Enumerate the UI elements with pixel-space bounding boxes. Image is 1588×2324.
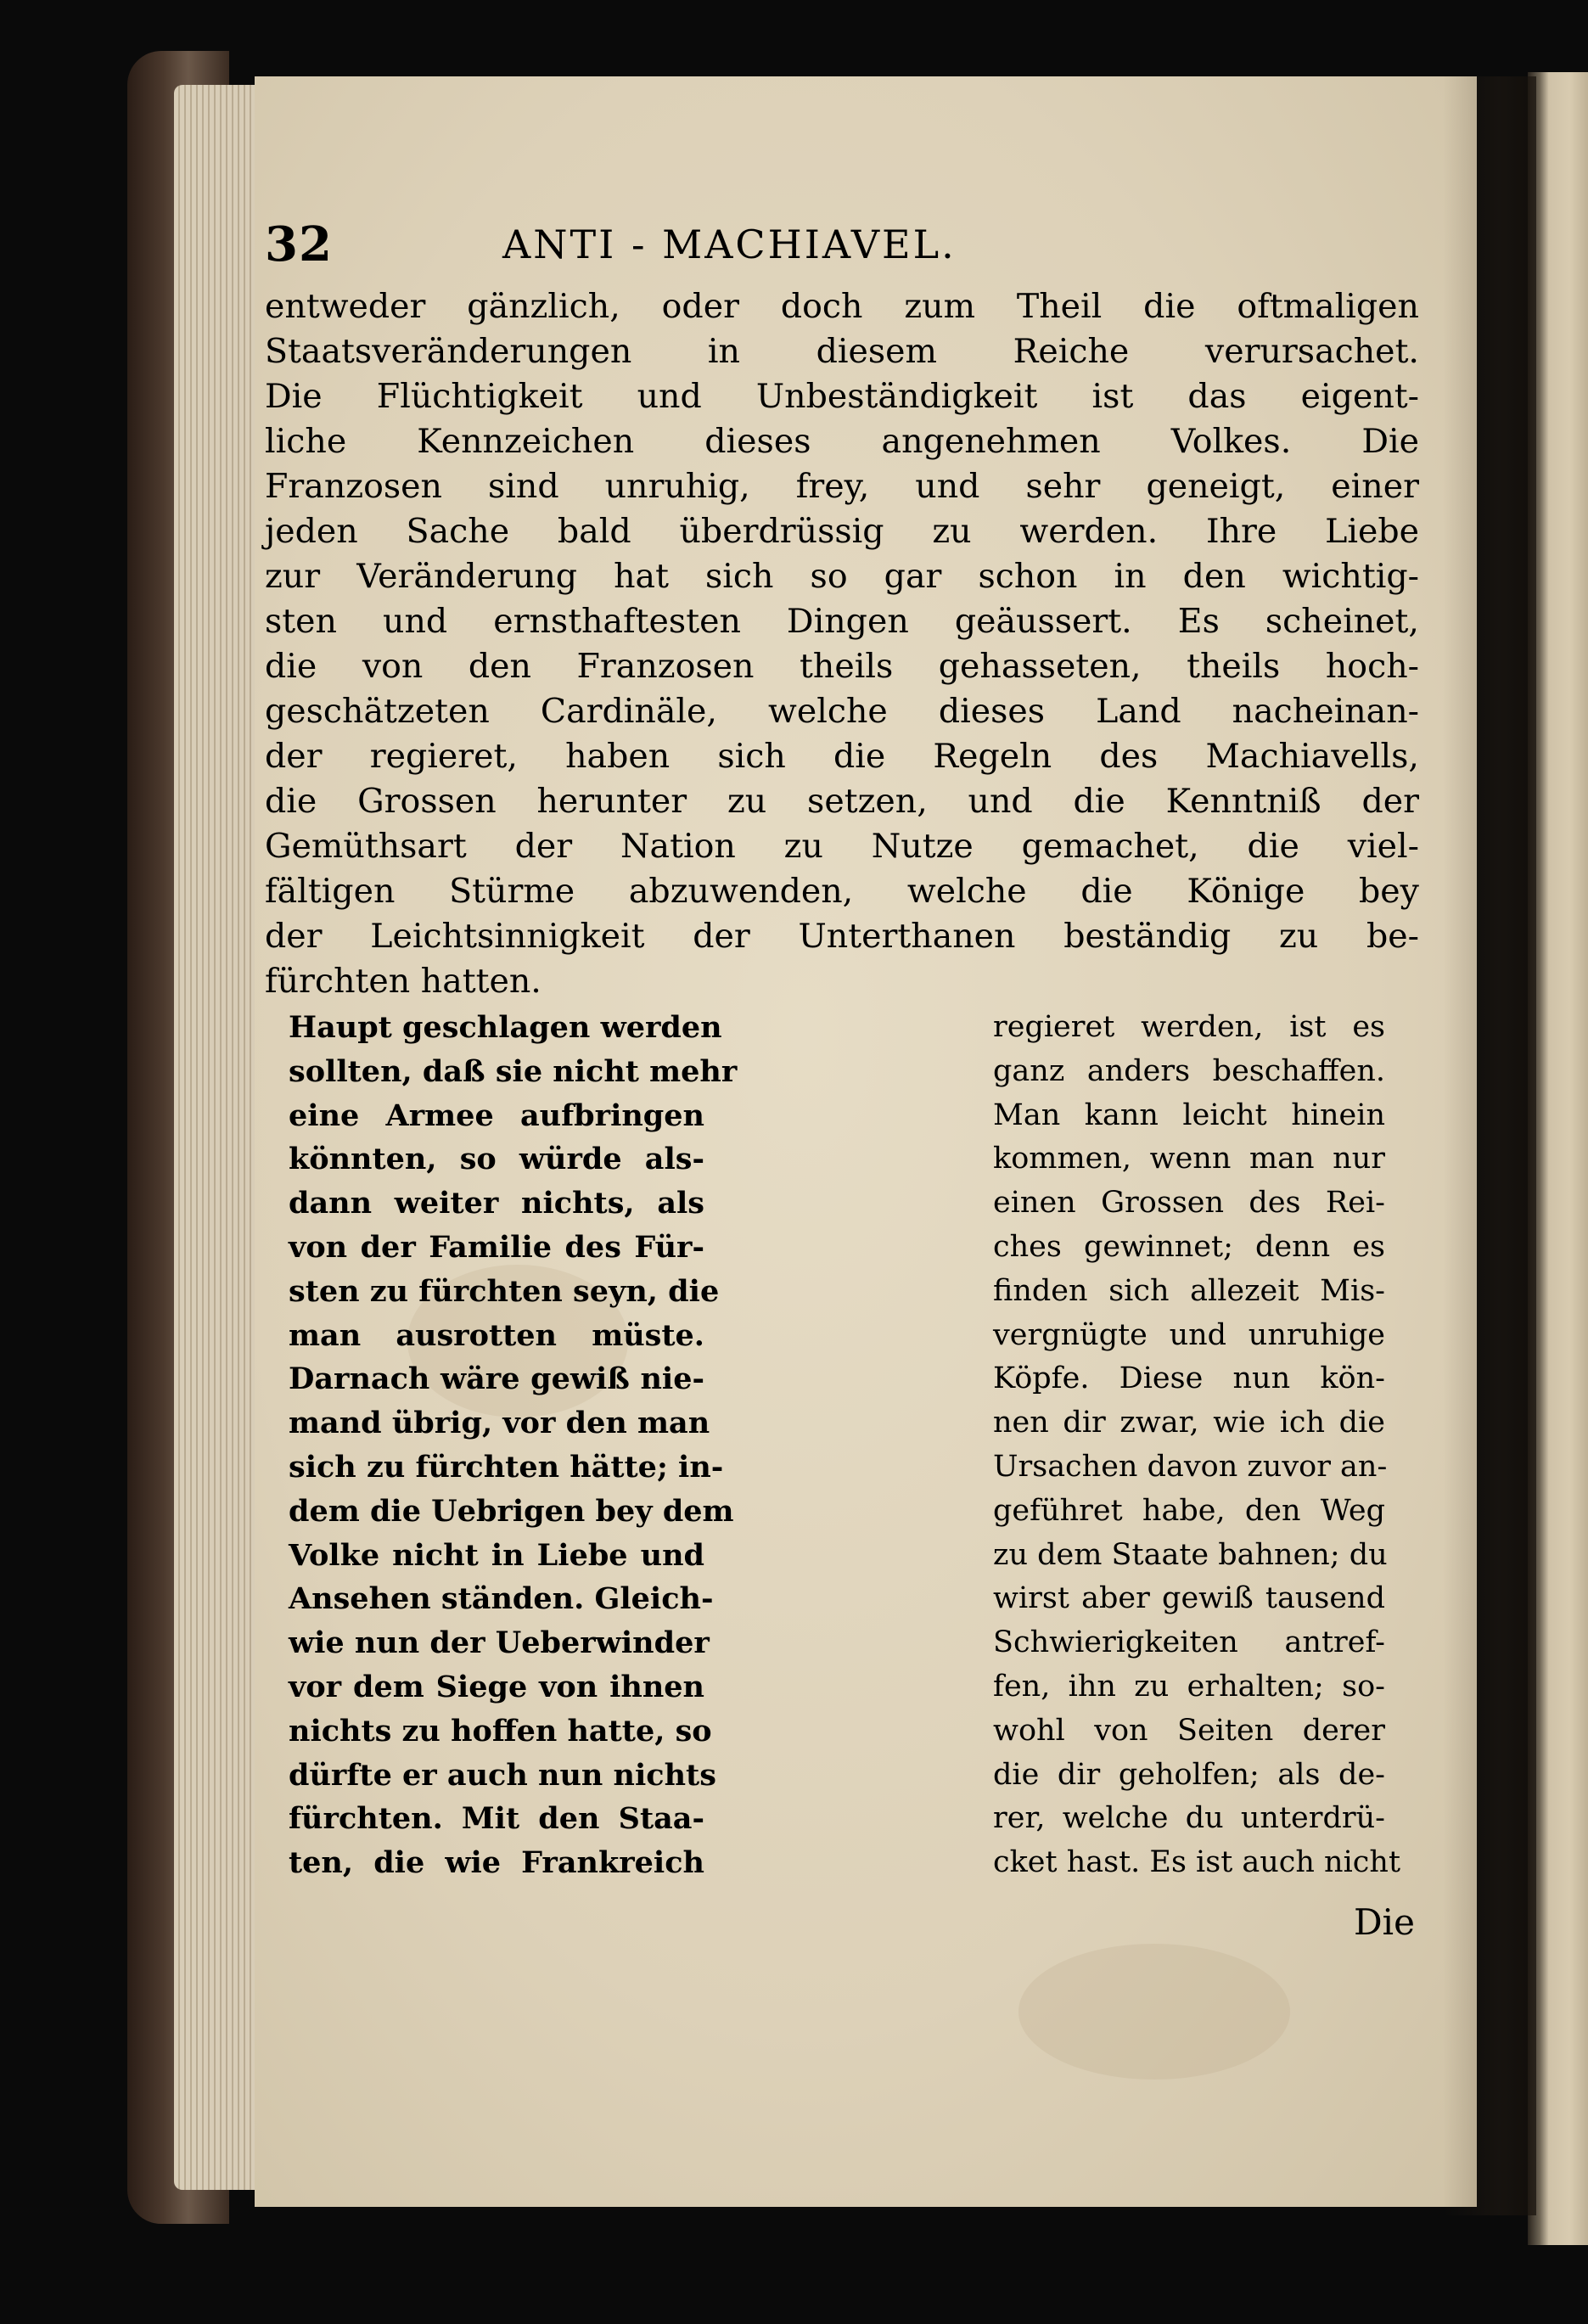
column-line: cket hast. Es ist auch nicht — [993, 1845, 1401, 1880]
text-line: geschätzeten Cardinäle, welche dieses Land nacheinan- — [265, 692, 1419, 731]
column-line: nen dir zwar, wie ich die — [993, 1406, 1385, 1440]
page-header — [265, 216, 1419, 284]
column-line: Ursachen davon zuvor an- — [993, 1449, 1388, 1484]
column-line: dem die Uebrigen bey dem — [289, 1493, 734, 1529]
column-line: mand übrig, vor den man — [289, 1406, 710, 1441]
column-line: könnten, so würde als- — [289, 1142, 704, 1177]
text-line: Staatsveränderungen in diesem Reiche verursachet. — [265, 332, 1419, 371]
text-line: fältigen Stürme abzuwenden, welche die Könige bey — [265, 872, 1419, 911]
main-paragraph — [265, 284, 1419, 1004]
gutter-shadow — [1443, 76, 1536, 2215]
text-line: jeden Sache bald überdrüssig zu werden. Ihre Liebe — [265, 512, 1419, 551]
column-line: ten, die wie Frankreich — [289, 1845, 704, 1881]
column-line: man ausrotten müste. — [289, 1317, 704, 1353]
column-line: Volke nicht in Liebe und — [289, 1537, 704, 1573]
column-line: sollten, daß sie nicht mehr — [289, 1053, 738, 1089]
column-line: vor dem Siege von ihnen — [289, 1669, 704, 1704]
column-line: sten zu fürchten seyn, die — [289, 1273, 720, 1309]
text-line: Die Flüchtigkeit und Unbeständigkeit ist das eigent- — [265, 377, 1419, 416]
column-line: kommen, wenn man nur — [993, 1142, 1385, 1176]
column-line: geführet habe, den Weg — [993, 1493, 1385, 1528]
page-number: 32 — [265, 216, 333, 272]
column-line: fürchten. Mit den Staa- — [289, 1801, 704, 1837]
column-line: Man kann leicht hinein — [993, 1097, 1385, 1132]
catchword: Die — [1354, 1901, 1415, 1943]
running-title: ANTI - MACHIAVEL. — [502, 222, 957, 267]
text-line: liche Kennzeichen dieses angenehmen Volkes. Die — [265, 422, 1419, 461]
column-line: eine Armee aufbringen — [289, 1097, 704, 1133]
column-line: regieret werden, ist es — [993, 1010, 1385, 1044]
column-line: ganz anders beschaffen. — [993, 1053, 1385, 1088]
column-line: nichts zu hoffen hatte, so — [289, 1713, 712, 1749]
text-line: der regieret, haben sich die Regeln des Machiavells, — [265, 737, 1419, 776]
facing-page-edge — [1528, 72, 1588, 2245]
text-line: zur Veränderung hat sich so gar schon in den wichtig- — [265, 557, 1419, 596]
left-column — [289, 1006, 738, 1885]
column-line: Darnach wäre gewiß nie- — [289, 1361, 704, 1397]
column-line: zu dem Staate bahnen; du — [993, 1537, 1388, 1572]
column-line: ches gewinnet; denn es — [993, 1229, 1385, 1264]
column-line: wie nun der Ueberwinder — [289, 1625, 710, 1661]
paper-stain — [1018, 1944, 1290, 2080]
column-line: dann weiter nichts, als — [289, 1186, 704, 1221]
column-line: Köpfe. Diese nun kön- — [993, 1361, 1385, 1396]
text-line: Franzosen sind unruhig, frey, und sehr geneigt, einer — [265, 467, 1419, 506]
column-line: dürfte er auch nun nichts — [289, 1757, 716, 1793]
column-line: rer, welche du unterdrü- — [993, 1801, 1385, 1836]
column-line: sich zu fürchten hätte; in- — [289, 1449, 724, 1485]
column-line: Ansehen ständen. Gleich- — [289, 1581, 714, 1617]
column-line: wirst aber gewiß tausend — [993, 1581, 1385, 1616]
text-line: der Leichtsinnigkeit der Unterthanen beständig zu be- — [265, 917, 1419, 956]
column-line: finden sich allezeit Mis- — [993, 1273, 1385, 1308]
column-line: einen Grossen des Rei- — [993, 1186, 1385, 1221]
column-line: Schwierigkeiten antref- — [993, 1625, 1385, 1660]
text-line: die von den Franzosen theils gehasseten, theils hoch- — [265, 647, 1419, 686]
column-line: vergnügte und unruhige — [993, 1317, 1385, 1352]
column-line: Haupt geschlagen werden — [289, 1010, 722, 1045]
text-line: die Grossen herunter zu setzen, und die Kenntniß der — [265, 782, 1419, 821]
column-line: die dir geholfen; als de- — [993, 1757, 1385, 1792]
text-line: Gemüthsart der Nation zu Nutze gemachet, die viel- — [265, 827, 1419, 866]
text-line: entweder gänzlich, oder doch zum Theil die oftmaligen — [265, 287, 1419, 326]
text-line: fürchten hatten. — [265, 962, 541, 1001]
text-line: sten und ernsthaftesten Dingen geäussert. Es scheinet, — [265, 602, 1419, 641]
column-line: von der Familie des Für- — [289, 1229, 704, 1265]
right-column — [993, 1006, 1401, 1885]
column-line: wohl von Seiten derer — [993, 1713, 1385, 1748]
column-line: fen, ihn zu erhalten; so- — [993, 1669, 1385, 1704]
